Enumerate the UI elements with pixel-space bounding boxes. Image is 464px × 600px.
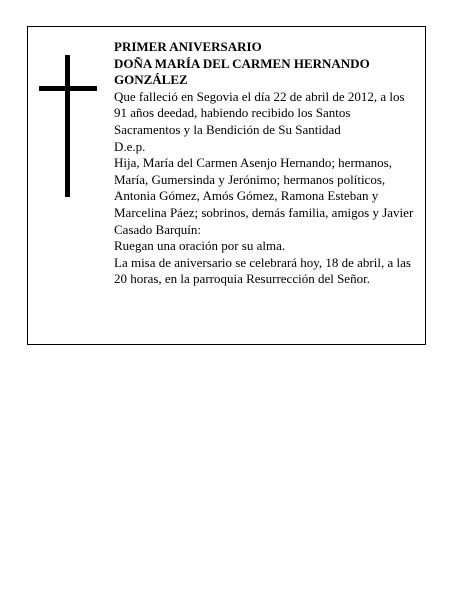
prayer-request: Ruegan una oración por su alma. [114,238,286,254]
death-info: Que falleció en Segovia el día 22 de abril de 2012, a los 91 años deedad, habiendo recibido los Santos Sacramentos y la Bendición de Su Santidad [114,88,405,137]
notice-content [114,39,420,288]
family-list: Hija, María del Carmen Asenjo Hernando; hermanos, María, Gumersinda y Jerónimo; hermanos políticos, Antonia Gómez, Amós Gómez, Ramona Esteban y Marcelina Páez; sobrinos, demás familia, amigos y Javier Casado Barquín: [114,155,414,237]
notice-heading: PRIMER ANIVERSARIO [114,39,262,54]
obituary-notice [27,26,426,345]
cross-horizontal-bar [39,86,97,91]
deceased-name: DOÑA MARÍA DEL CARMEN HERNANDO GONZÁLEZ [114,55,370,88]
mass-info: La misa de aniversario se celebrará hoy, 18 de abril, a las 20 horas, en la parroquia Resurrección del Señor. [114,254,411,287]
cross-icon [39,55,97,197]
dep-text: D.e.p. [114,138,146,154]
cross-vertical-bar [65,55,70,197]
